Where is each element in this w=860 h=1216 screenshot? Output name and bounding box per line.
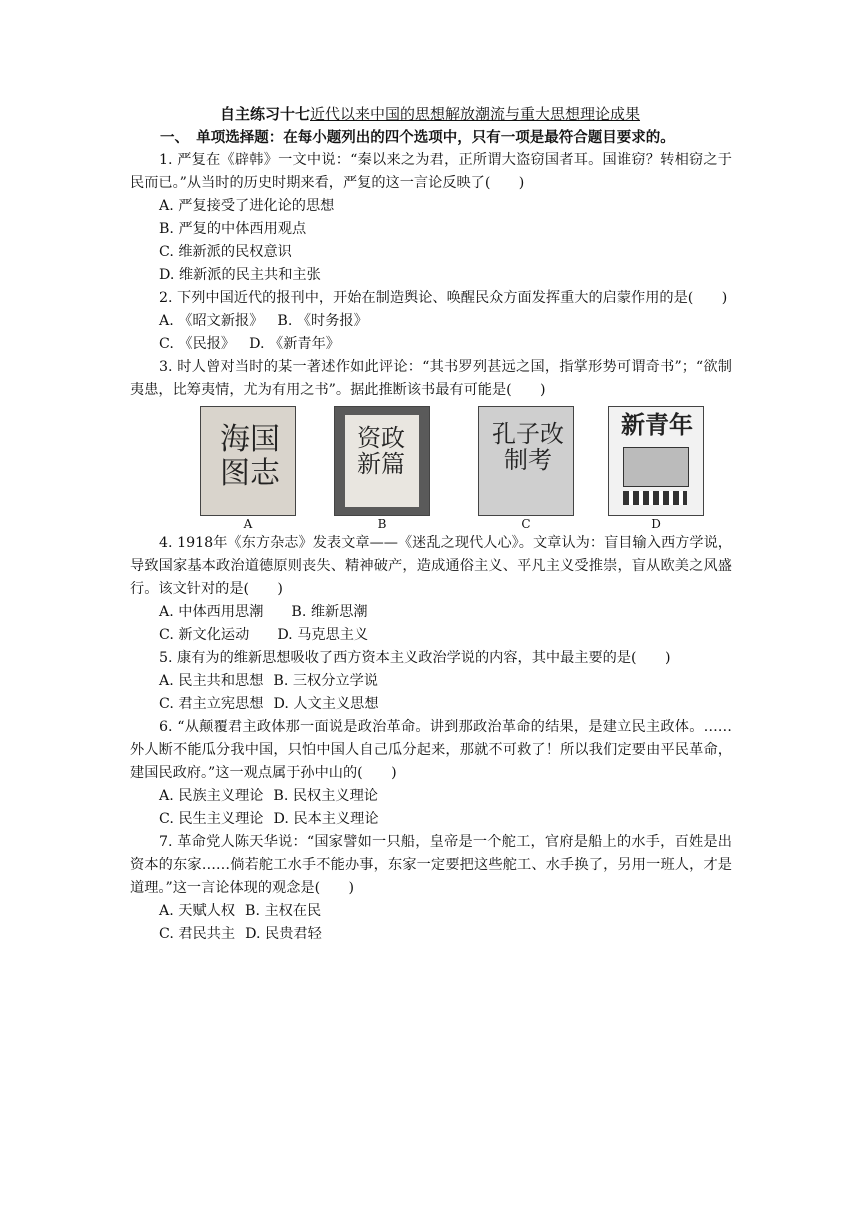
- question-6-option-c: C. 民生主义理论: [159, 811, 264, 827]
- question-4-stem: 4. 1918年《东方杂志》发表文章——《迷乱之现代人心》。文章认为：盲目输入西方学说，导致国家基本政治道德原则丧失、精神破产，造成通俗主义、平凡主义受推崇，盲从欧美之风盛行。该文针对的是( ): [130, 535, 732, 597]
- question-4-option-c: C. 新文化运动: [159, 627, 250, 643]
- book-image-b-label: B: [377, 517, 387, 531]
- question-5-option-d: D. 人文主义思想: [273, 696, 379, 712]
- question-7-stem: 7. 革命党人陈天华说：“国家譬如一只船，皇帝是一个舵工，官府是船上的水手，百姓是出资本的东家……倘若舵工水手不能办事，东家一定要把这些舵工、水手换了，另用一班人，才是道理。”这一言论体现的观念是( ): [130, 834, 732, 896]
- book-d-cover-glyphs: 新青年: [621, 410, 693, 439]
- question-7-options-row2: [159, 923, 732, 946]
- question-5-option-c: C. 君主立宪思想: [159, 696, 264, 712]
- question-4-option-b: B. 维新思潮: [291, 604, 368, 620]
- question-2-options-row2: [159, 333, 732, 356]
- book-image-b: [334, 406, 430, 531]
- question-6-stem: 6. “从颠覆君主政体那一面说是政治革命。讲到那政治革命的结果，是建立民主政体。…… 外人断不能瓜分我中国，只怕中国人自己瓜分起来，那就不可救了！所以我们定要由平民革命，建国民政府。”这一观点属于孙中山的( ): [130, 719, 761, 781]
- book-image-a-label: A: [243, 517, 253, 531]
- question-6-option-b: B. 民权主义理论: [273, 788, 378, 804]
- question-4-options-row2: [159, 624, 732, 647]
- question-2-stem: 2. 下列中国近代的报刊中，开始在制造舆论、唤醒民众方面发挥重大的启蒙作用的是( ): [159, 290, 728, 306]
- question-3-stem: 3. 时人曾对当时的某一著述作如此评论：“其书罗列甚远之国，指掌形势可谓奇书”；“欲制夷患，比筹夷情，尤为有用之书”。据此推断该书最有可能是( ): [130, 359, 732, 398]
- question-7-option-b: B. 主权在民: [245, 903, 322, 919]
- book-a-cover-glyphs: 海国图志: [220, 422, 280, 491]
- question-5-options-row2: [159, 693, 732, 716]
- question-6-option-a: A. 民族主义理论: [159, 788, 264, 804]
- question-7-option-a: A. 天赋人权: [159, 903, 236, 919]
- section-heading: 一、 单项选择题：在每小题列出的四个选项中，只有一项是最符合题目要求的。: [160, 129, 675, 146]
- question-1-option-a: A. 严复接受了进化论的思想: [159, 198, 335, 214]
- page-title: [0, 104, 860, 124]
- title-main: 自主练习十七: [219, 105, 310, 123]
- question-7-options-row1: [159, 900, 732, 923]
- book-c-cover-glyphs: 孔子改制考: [492, 420, 564, 474]
- book-image-a: [200, 406, 296, 531]
- question-5-stem: 5. 康有为的维新思想吸收了西方资本主义政治学说的内容，其中最主要的是( ): [159, 650, 671, 666]
- question-1-option-b: B. 严复的中体西用观点: [159, 221, 307, 237]
- question-6-options-row2: [159, 808, 732, 831]
- question-2-options-row1: [159, 310, 732, 333]
- question-2-option-b: B. 《时务报》: [277, 313, 368, 329]
- question-5-options-row1: [159, 670, 732, 693]
- book-image-d: [608, 406, 704, 531]
- question-7-option-c: C. 君民共主: [159, 926, 236, 942]
- question-3-images: [130, 406, 732, 532]
- book-image-c-label: C: [521, 517, 531, 531]
- question-7-option-d: D. 民贵君轻: [245, 926, 322, 942]
- title-subtitle: 近代以来中国的思想解放潮流与重大思想理论成果: [310, 105, 641, 123]
- question-1-option-c: C. 维新派的民权意识: [159, 244, 292, 260]
- question-6-options-row1: [159, 785, 732, 808]
- question-4-option-d: D. 马克思主义: [277, 627, 369, 643]
- book-b-cover-glyphs: 资政新篇: [357, 424, 405, 478]
- question-5-option-a: A. 民主共和思想: [159, 673, 264, 689]
- book-image-c: [478, 406, 574, 531]
- question-1-option-d: D. 维新派的民主共和主张: [159, 267, 321, 283]
- question-5-option-b: B. 三权分立学说: [273, 673, 378, 689]
- question-2-option-d: D. 《新青年》: [249, 336, 340, 352]
- question-4-options-row1: [159, 601, 732, 624]
- question-list: [130, 149, 761, 946]
- question-2-option-a: A. 《昭文新报》: [159, 313, 264, 329]
- book-image-d-label: D: [651, 517, 661, 531]
- question-2-option-c: C. 《民报》: [159, 336, 236, 352]
- question-1-stem: 1. 严复在《辟韩》一文中说：“秦以来之为君，正所谓大盗窃国者耳。国谁窃？转相窃之于民而已。”从当时的历史时期来看，严复的这一言论反映了( ): [130, 152, 732, 191]
- question-4-option-a: A. 中体西用思潮: [159, 604, 264, 620]
- question-6-option-d: D. 民本主义理论: [273, 811, 379, 827]
